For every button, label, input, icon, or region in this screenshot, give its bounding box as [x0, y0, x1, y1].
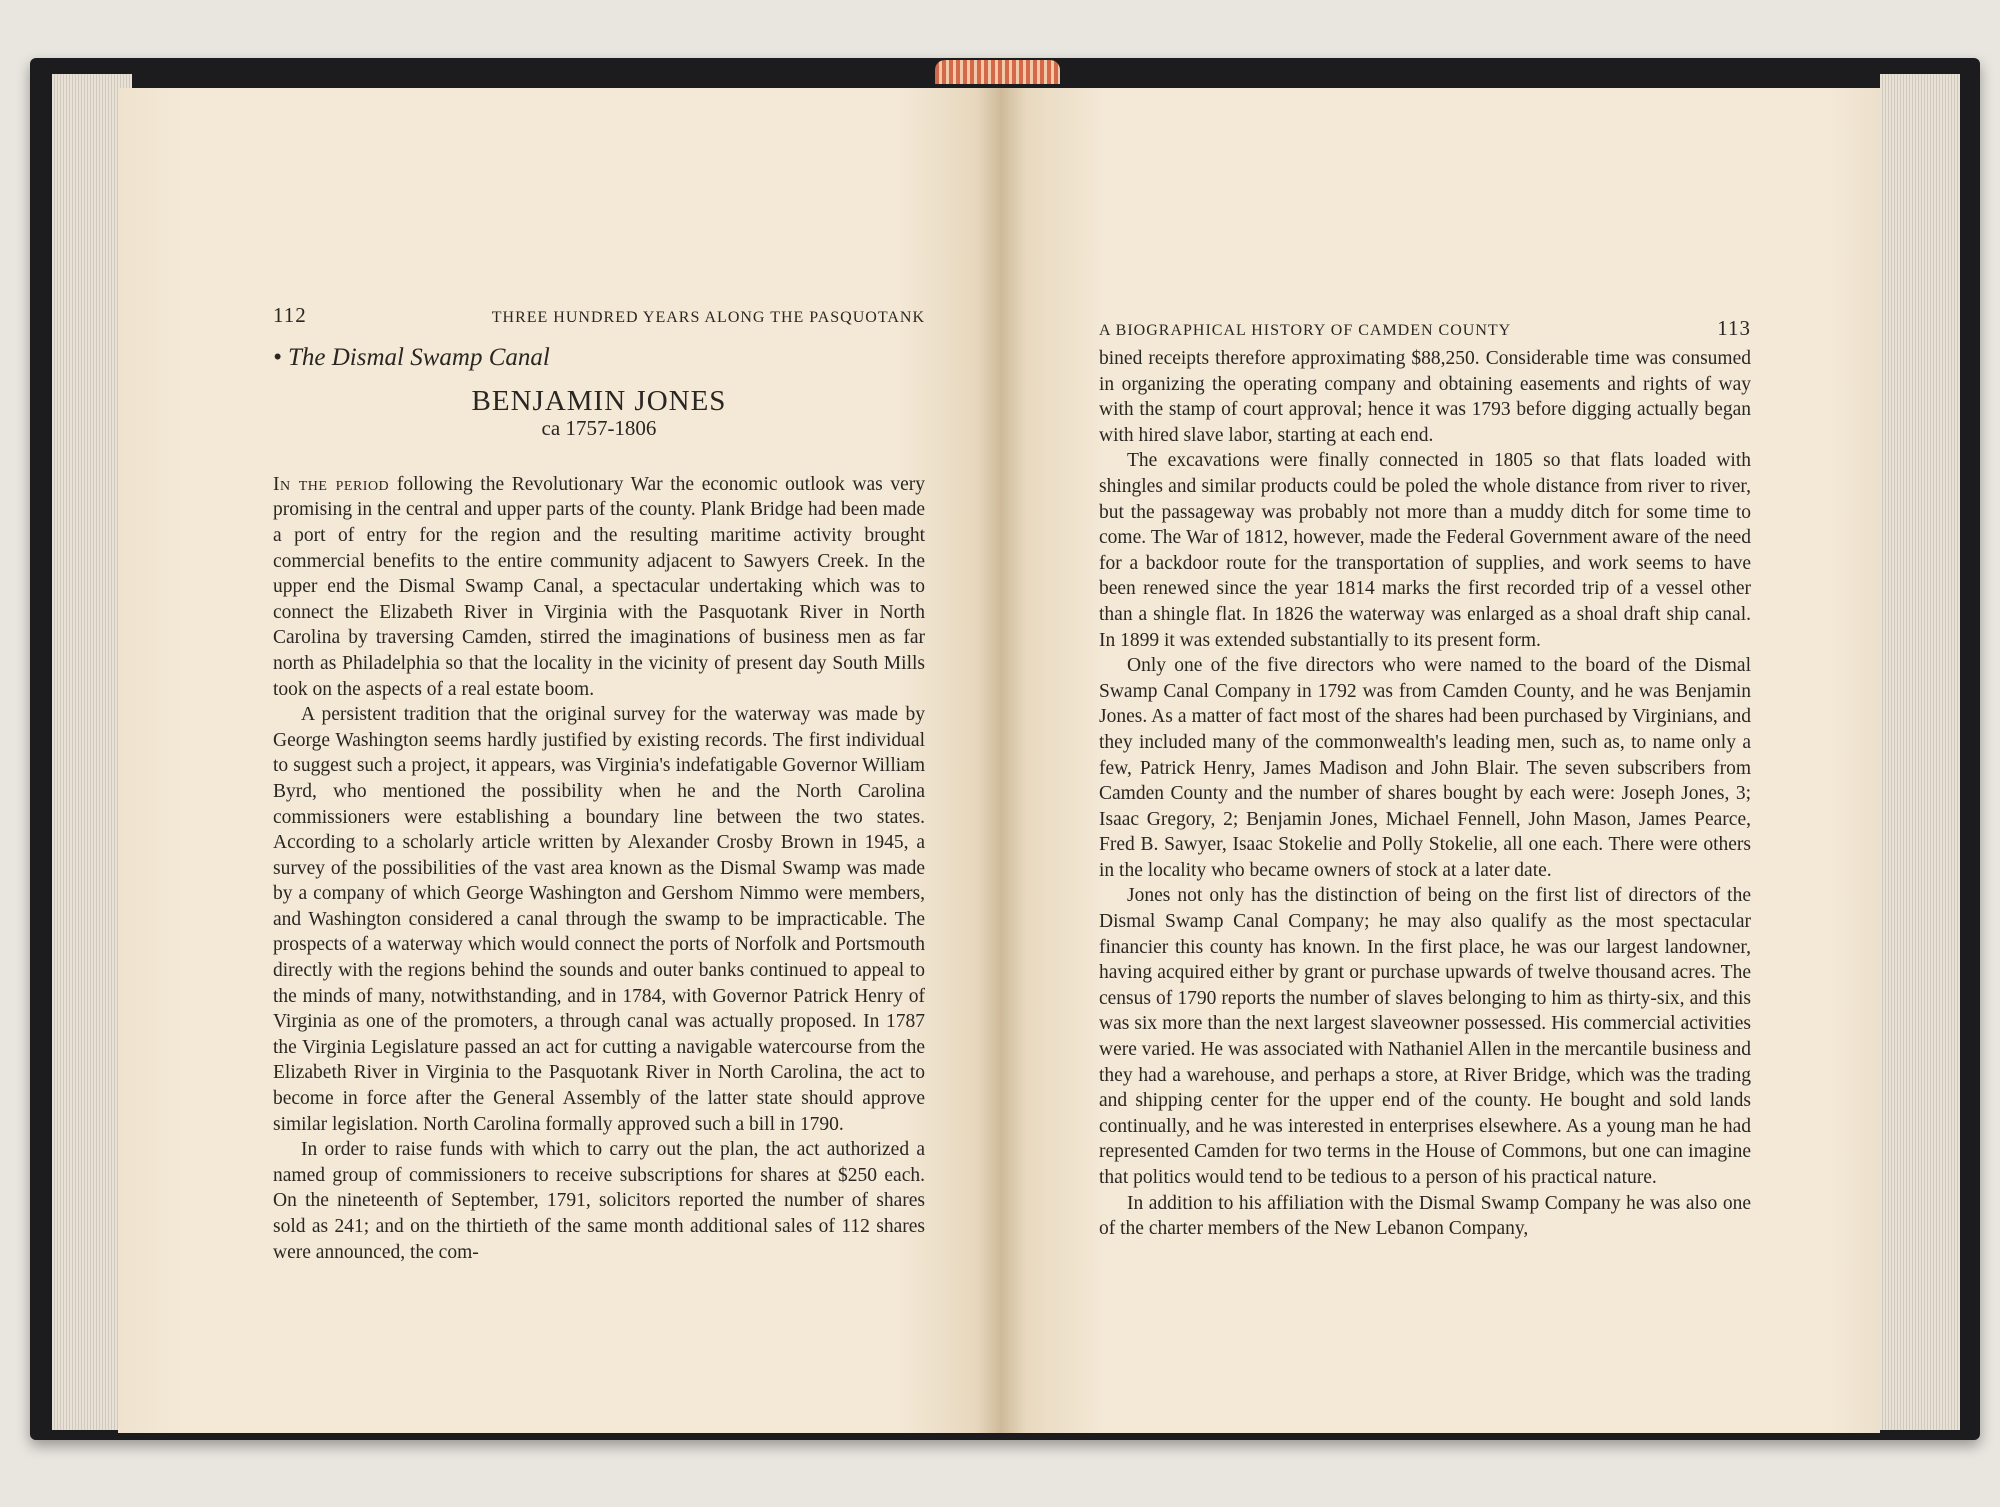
left-page: [118, 88, 1003, 1433]
running-head: THREE HUNDRED YEARS ALONG THE PASQUOTANK: [491, 309, 925, 326]
paragraph: A persistent tradition that the original survey for the waterway was made by George Washington seems hardly justified by existing records. The first individual to suggest such a project, it appears, was Virginia's indefatigable Governor William Byrd, who mentioned the possibility when he and the North Carolina commissioners were establishing a boundary line between the two states. According to a scholarly article written by Alexander Crosby Brown in 1945, a survey of the possibilities of the vast area known as the Dismal Swamp was made by a company of which George Washington and Gershom Nimmo were members, and Washington considered a canal through the swamp to be impracticable. The prospects of a waterway which would connect the ports of Norfolk and Portsmouth directly with the regions behind the sounds and outer banks continued to appeal to the minds of many, notwithstanding, and in 1784, with Governor Patrick Henry of Virginia as one of the promoters, a through canal was actually proposed. In 1787 the Virginia Legislature passed an act for cutting a navigable watercourse from the Elizabeth River in Virginia to the Pasquotank River in North Carolina, the act to become in force after the General Assembly of the latter state should approve similar legislation. North Carolina formally approved such a bill in 1790.: [273, 704, 925, 1135]
right-page: [1000, 88, 1880, 1433]
biography-name: BENJAMIN JONES: [471, 384, 727, 417]
page-edges-right: [1880, 74, 1960, 1430]
paragraph-text: following the Revolutionary War the economic outlook was very promising in the central and upper parts of the county. Plank Bridge had been made a port of entry for the region and the resulting maritime activity brought commercial benefits to the entire community adjacent to Sawyers Creek. In the upper end the Dismal Swamp Canal, a spectacular undertaking which was to connect the Elizabeth River in Virginia with the Pasquotank River in North Carolina by traversing Camden, stirred the imaginations of business men as far north as Philadelphia so that the locality in the vicinity of present day South Mills took on the aspects of a real estate boom.: [273, 473, 926, 700]
paragraph: [273, 472, 925, 702]
section-title: • The Dismal Swamp Canal: [273, 344, 550, 371]
paragraph: The excavations were finally connected in 1805 so that flats loaded with shingles and similar products could be poled the whole distance from river to river, but the passageway was probably not more than a muddy ditch for some time to come. The War of 1812, however, made the Federal Government aware of the need for a backdoor route for the transportation of supplies, and work seems to have been renewed since the year 1814 marks the first recorded trip of a vessel other than a shingle flat. In 1826 the waterway was enlarged as a shoal draft ship canal. In 1899 it was extended substantially to its present form.: [1099, 450, 1751, 651]
book-headband: [935, 60, 1060, 84]
page-number: 112: [273, 303, 307, 327]
continued-paragraph: bined receipts therefore approximating $88,250. Considerable time was consumed in organizing the operating company and obtaining easements and rights of way with the stamp of court approval; hence it was 1793 before digging actually began with hired slave labor, starting at each end.: [1099, 348, 1751, 446]
left-text-column: [273, 303, 925, 1265]
running-head: A BIOGRAPHICAL HISTORY OF CAMDEN COUNTY: [1099, 322, 1512, 339]
left-running-header: [273, 303, 925, 333]
paragraph: In order to raise funds with which to carry out the plan, the act authorized a named group of commissioners to receive subscriptions for shares at $250 each. On the nineteenth of September, 1791, solicitors reported the number of shares sold as 241; and on the thirtieth of the same month additional sales of 112 shares were announced, the com-: [273, 1139, 925, 1263]
lead-in: In the period: [273, 473, 390, 495]
paragraph: Jones not only has the distinction of being on the first list of directors of the Dismal Swamp Canal Company; he may also qualify as the most spectacular financier this county has known. In the first place, he was our largest landowner, having acquired either by grant or purchase upwards of twelve thousand acres. The census of 1790 reports the number of slaves belonging to him as thirty-six, and this was six more than the next largest slaveowner possessed. His commercial activities were varied. He was associated with Nathaniel Allen in the mercantile business and they had a warehouse, and perhaps a store, at River Bridge, which was the trading and shipping center for the upper end of the county. He bought and sold lands continually, and he was interested in enterprises elsewhere. As a young man he had represented Camden for two terms in the House of Commons, but one can imagine that politics would tend to be tedious to a person of his practical nature.: [1099, 885, 1751, 1188]
paragraph: Only one of the five directors who were named to the board of the Dismal Swamp Canal Company in 1792 was from Camden County, and he was Benjamin Jones. As a matter of fact most of the shares had been purchased by Virginians, and they included many of the commonwealth's leading men, such as, to name only a few, Patrick Henry, James Madison and John Blair. The seven subscribers from Camden County and the number of shares bought by each were: Joseph Jones, 3; Isaac Gregory, 2; Benjamin Jones, Michael Fennell, John Mason, James Pearce, Fred B. Sawyer, Isaac Stokelie and Polly Stokelie, all one each. There were others in the locality who became owners of stock at a later date.: [1099, 655, 1751, 881]
right-running-header: [1099, 316, 1751, 346]
paragraph: In addition to his affiliation with the Dismal Swamp Company he was also one of the charter members of the New Lebanon Company,: [1099, 1192, 1751, 1240]
right-text-column: [1099, 316, 1751, 1242]
biography-dates: ca 1757-1806: [541, 416, 657, 441]
page-number: 113: [1717, 316, 1751, 340]
